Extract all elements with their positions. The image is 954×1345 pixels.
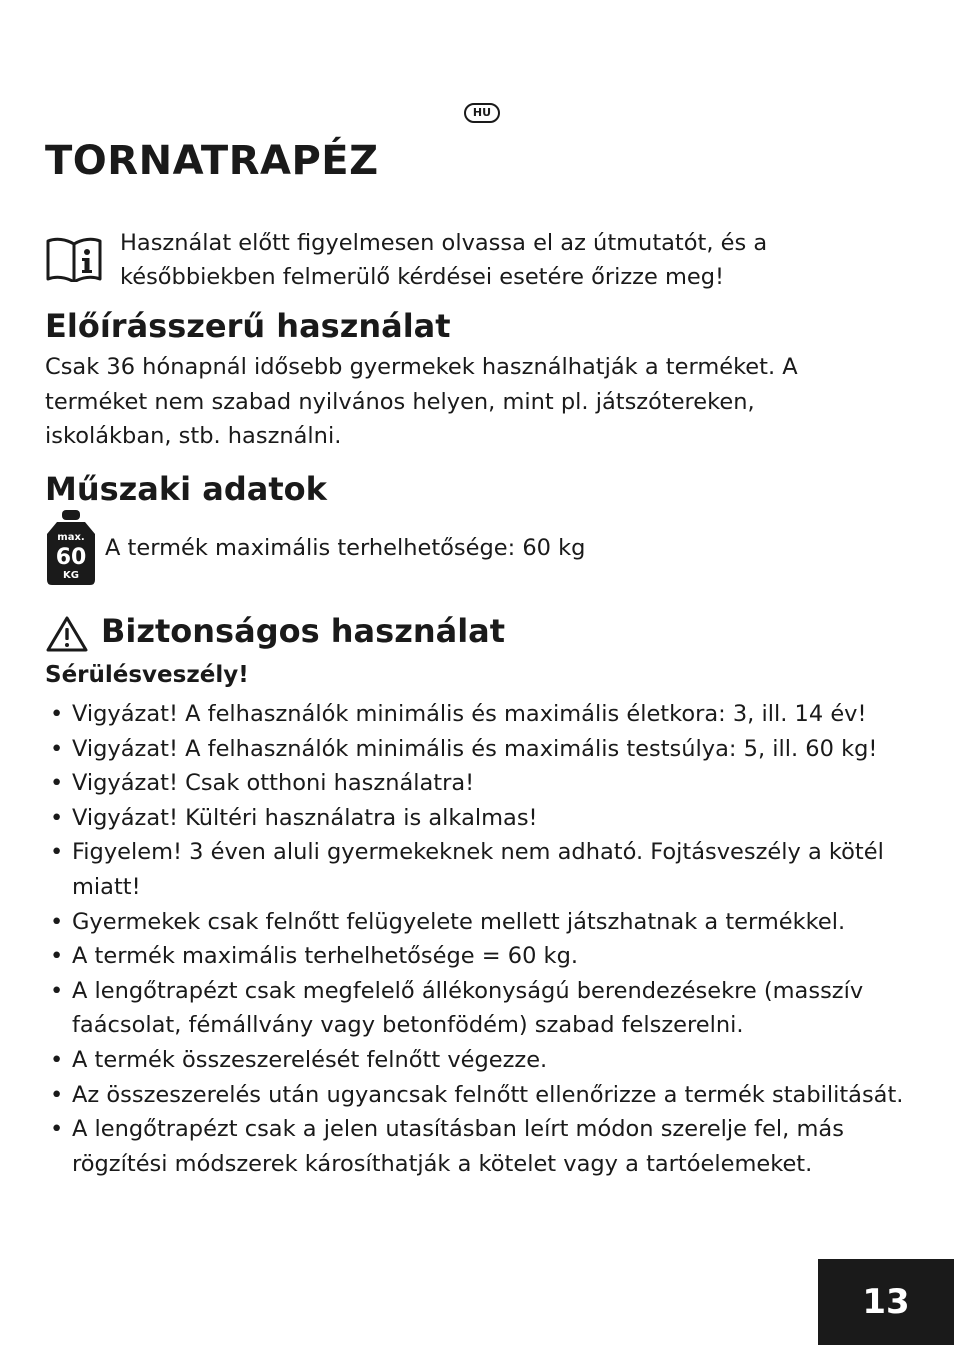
list-item: • Figyelem! 3 éven aluli gyermekeknek nem adható. Fojtásveszély a kötél miatt! [45,835,910,904]
safety-list [45,697,910,1181]
proper-use-paragraph: Csak 36 hónapnál idősebb gyermekek használhatják a terméket. A terméket nem szabad nyilvános helyen, mint pl. játszótereken, iskolákban, stb. használni. [45,354,798,449]
safety-heading: Biztonságos használat [101,612,506,650]
weight-icon-unit: KG [63,570,79,581]
book-info-icon [45,234,103,282]
list-item: • A lengőtrapézt csak a jelen utasításban leírt módon szerelje fel, más rögzítési módszerek károsíthatják a kötelet vagy a tartóelemeket. [45,1112,910,1181]
list-item: • Vigyázat! Csak otthoni használatra! [45,766,910,801]
intro-text: Használat előtt figyelmesen olvassa el az útmutatót, és a későbbiekben felmerülő kérdései esetére őrizze meg! [120,230,768,290]
injury-risk-subheading: Sérülésveszély! [45,662,249,688]
technical-data-heading: Műszaki adatok [45,470,327,508]
list-item: • A termék összeszerelését felnőtt végezze. [45,1043,910,1078]
list-item: • Az összeszerelés után ugyancsak felnőtt ellenőrizze a termék stabilitását. [45,1078,910,1113]
page-number: 13 [818,1259,954,1345]
proper-use-heading: Előírásszerű használat [45,307,451,345]
list-item: • Gyermekek csak felnőtt felügyelete mellett játszhatnak a termékkel. [45,905,910,940]
list-item: • Vigyázat! A felhasználók minimális és maximális életkora: 3, ill. 14 év! [45,697,910,732]
list-item: • Vigyázat! A felhasználók minimális és maximális testsúlya: 5, ill. 60 kg! [45,732,910,767]
list-item: • A termék maximális terhelhetősége = 60 kg. [45,939,910,974]
weight-icon-value: 60 [55,545,87,570]
weight-icon-top-text: max. [57,532,85,543]
list-item: • A lengőtrapézt csak megfelelő állékonyságú berendezésekre (masszív faácsolat, fémállvány vagy betonfödém) szabad felszerelni. [45,974,910,1043]
page-title: TORNATRAPÉZ [45,138,379,184]
max-load-spec [45,510,586,590]
language-badge: HU [464,103,500,123]
list-item: • Vigyázat! Kültéri használatra is alkalmas! [45,801,910,836]
max-load-text: A termék maximális terhelhetősége: 60 kg [105,535,586,561]
warning-triangle-icon [45,615,89,653]
max-weight-icon [45,510,97,586]
